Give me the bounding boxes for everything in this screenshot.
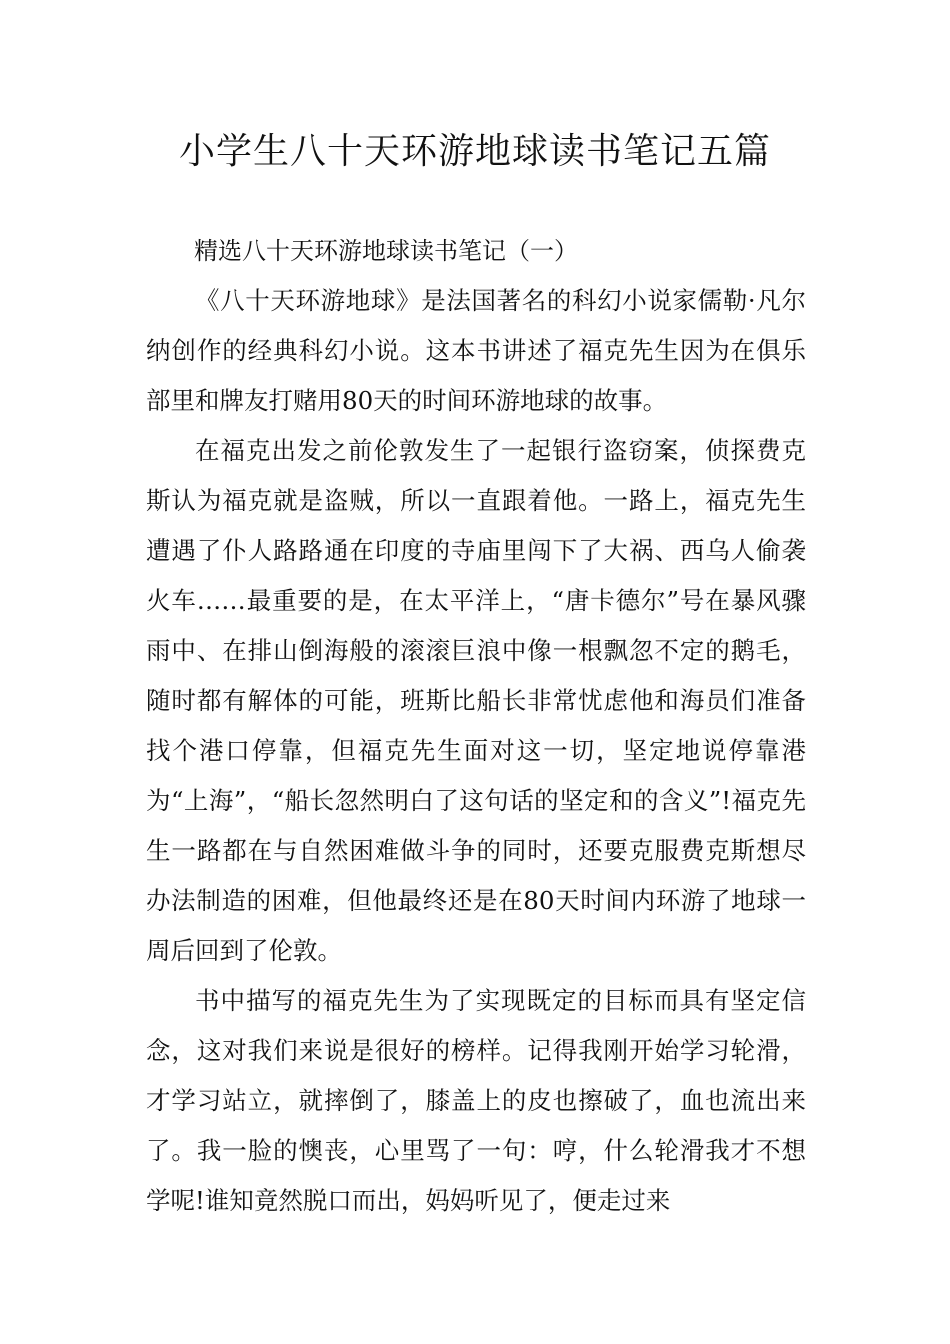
paragraph: 在福克出发之前伦敦发生了一起银行盗窃案，侦探费克斯认为福克就是盗贼，所以一直跟着他。一路上，福克先生遭遇了仆人路路通在印度的寺庙里闯下了大祸、西乌人偷袭火车……最重要的是，在太平洋上，“唐卡德尔”号在暴风骤雨中、在排山倒海般的滚滚巨浪中像一根飘忽不定的鹅毛，随时都有解体的可能，班斯比船长非常忧虑他和海员们准备找个港口停靠，但福克先生面对这一切，坚定地说停靠港为“上海”，“船长忽然明白了这句话的坚定和的含义”!福克先生一路都在与自然困难做斗争的同时，还要克服费克斯想尽办法制造的困难，但他最终还是在80天时间内环游了地球一周后回到了伦敦。 [146, 436, 806, 965]
paragraph: 《八十天环游地球》是法国著名的科幻小说家儒勒·凡尔纳创作的经典科幻小说。这本书讲述了福克先生因为在俱乐部里和牌友打赌用80天的时间环游地球的故事。 [146, 286, 806, 415]
section-heading: 精选八十天环游地球读书笔记（一） [194, 237, 578, 265]
paragraph: 书中描写的福克先生为了实现既定的目标而具有坚定信念，这对我们来说是很好的榜样。记得我刚开始学习轮滑，才学习站立，就摔倒了，膝盖上的皮也擦破了，血也流出来了。我一脸的懊丧，心里骂了一句：哼，什么轮滑我才不想学呢!谁知竟然脱口而出，妈妈听见了，便走过来 [146, 986, 806, 1215]
document-title: 小学生八十天环游地球读书笔记五篇 [178, 131, 771, 172]
document-body [146, 226, 806, 1226]
